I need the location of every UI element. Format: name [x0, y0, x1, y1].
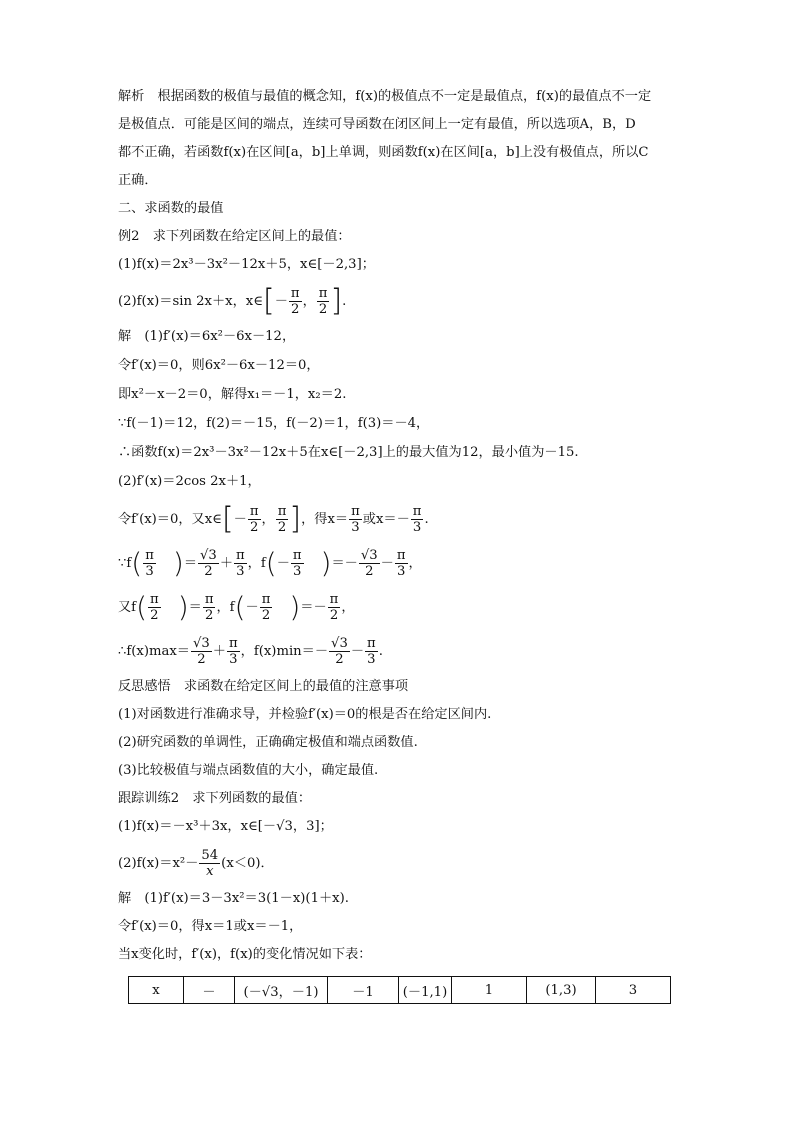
- fraction-pi-over-2: $\frac{\pi}{2}$: [277, 504, 287, 535]
- fraction-pi-over-2: $\frac{\pi}{2}$: [204, 592, 214, 623]
- reflection-item-3: (3)比较极值与端点函数值的大小，确定最值.: [118, 763, 379, 778]
- solution-line-5: ∴函数f(x)＝2x³－3x²－12x＋5在x∈[－2,3]上的最大值为12，最小值为－15.: [118, 445, 579, 460]
- exercise-solution-3: 当x变化时，f′(x)，f(x)的变化情况如下表：: [118, 947, 372, 962]
- fraction-pi-over-3: $\frac{\pi}{3}$: [396, 548, 406, 579]
- analysis-line-1: 解析 根据函数的极值与最值的概念知，f(x)的极值点不一定是最值点，f(x)的最值点不一定: [118, 89, 652, 104]
- table-cell: －: [184, 977, 235, 1004]
- right-bracket: ]: [330, 283, 343, 319]
- fraction-sqrt3-over-2: $\frac{√3}{2}$: [360, 548, 378, 579]
- right-paren: ): [289, 590, 301, 624]
- exercise-title: 跟踪训练2 求下列函数的最值：: [118, 791, 312, 806]
- fraction-pi-over-2: $\frac{\pi}{2}$: [318, 286, 328, 317]
- period: .: [342, 294, 347, 309]
- left-bracket: [: [263, 283, 275, 319]
- text-segment: ∴f(x)max＝: [118, 644, 190, 659]
- fraction-pi-over-3: $\frac{\pi}{3}$: [228, 636, 238, 667]
- text-segment: ，f: [216, 600, 235, 615]
- variation-table: [128, 976, 671, 1004]
- reflection-title: 反思感悟 求函数在给定区间上的最值的注意事项: [118, 679, 409, 694]
- solution-line-6: (2)f′(x)＝2cos 2x＋1，: [118, 474, 261, 489]
- exercise-solution-1: 解 (1)f′(x)＝3－3x²＝3(1－x)(1＋x).: [118, 891, 349, 906]
- fraction-pi-over-2: $\frac{\pi}{2}$: [261, 592, 271, 623]
- fraction-pi-over-3: $\frac{\pi}{3}$: [367, 636, 376, 667]
- exercise-part-1: (1)f(x)＝－x³＋3x，x∈[－√3，3]；: [118, 819, 333, 834]
- table-cell: (1,3): [527, 977, 596, 1004]
- critical-points-line: 令f′(x)＝0，又x∈[－ $\frac{\pi}{2}$ ， $\frac{\pi}{2}$ ]，得x＝ $\frac{\pi}{3}$ 或x＝－ $\frac{\pi}{3}$ .: [118, 501, 429, 537]
- fraction-pi-over-2: $\frac{\pi}{2}$: [150, 592, 159, 623]
- left-bracket: [: [221, 501, 234, 537]
- left-paren: (: [234, 590, 246, 624]
- conclusion-line: ∴f(x)max＝ $\frac{√3}{2}$ ＋ $\frac{\pi}{3}$ ，f(x)min＝－ $\frac{√3}{2}$ － $\frac{\pi}{3}$ .: [118, 636, 383, 667]
- text-segment: (2)f(x)＝x²－: [118, 856, 199, 871]
- minus-sign: －: [233, 512, 247, 527]
- fraction-pi-over-2: $\frac{\pi}{2}$: [290, 286, 300, 317]
- example-part-2: [118, 284, 678, 320]
- text-segment: ，f: [247, 556, 266, 571]
- comma: ，: [302, 294, 316, 309]
- right-bracket: ]: [289, 501, 302, 537]
- analysis-line-3: 都不正确，若函数f(x)在区间[a，b]上单调，则函数f(x)在区间[a，b]上没有极值点，所以C: [118, 145, 649, 160]
- left-paren: (: [265, 546, 277, 580]
- minus-sign: －: [274, 294, 288, 309]
- fraction-sqrt3-over-2: $\frac{√3}{2}$: [200, 548, 217, 579]
- solution-line-2: 令f′(x)＝0，则6x²－6x－12＝0，: [118, 358, 320, 373]
- fraction-pi-over-3: $\frac{\pi}{3}$: [412, 504, 422, 535]
- table-cell: x: [129, 977, 184, 1004]
- fraction-pi-over-3: $\frac{\pi}{3}$: [351, 504, 360, 535]
- example-title: 例2 求下列函数在给定区间上的最值：: [118, 229, 351, 244]
- fraction-pi-over-2: $\frac{\pi}{2}$: [249, 504, 259, 535]
- reflection-item-1: (1)对函数进行准确求导，并检验f′(x)＝0的根是否在给定区间内.: [118, 707, 492, 722]
- text-segment: 或x＝－: [362, 512, 410, 527]
- document-page: [118, 88, 678, 974]
- solution-line-4: ∵f(－1)＝12，f(2)＝－15，f(－2)＝1，f(3)＝－4，: [118, 416, 430, 431]
- right-paren: ): [320, 546, 332, 580]
- table-cell: －1: [328, 977, 399, 1004]
- fraction-54-over-x: $\frac{54}{x}$: [201, 848, 219, 879]
- reflection-item-2: (2)研究函数的单调性，正确确定极值和端点函数值.: [118, 735, 418, 750]
- text-segment: (x＜0)．: [221, 856, 274, 871]
- text-segment: 又f: [118, 600, 137, 615]
- example-part-2-text: (2)f(x)＝sin 2x＋x，x∈: [118, 294, 263, 309]
- fraction-pi-over-2: $\frac{\pi}{2}$: [329, 592, 339, 623]
- fraction-sqrt3-over-2: $\frac{√3}{2}$: [193, 636, 210, 667]
- right-paren: ): [172, 546, 184, 580]
- exercise-solution-2: 令f′(x)＝0，得x＝1或x＝－1，: [118, 919, 303, 934]
- fraction-pi-over-3: $\frac{\pi}{3}$: [145, 548, 154, 579]
- analysis-line-4: 正确．: [118, 173, 158, 188]
- example-part-1: (1)f(x)＝2x³－3x²－12x＋5，x∈[－2,3]；: [118, 257, 375, 272]
- text-segment: ，f(x)min＝－: [240, 644, 329, 659]
- left-paren: (: [136, 590, 148, 624]
- table-cell: (－√3，－1): [235, 977, 328, 1004]
- because-symbol: ∵f: [118, 556, 132, 571]
- solution-line-3: 即x²－x－2＝0，解得x₁＝－1，x₂＝2.: [118, 387, 347, 402]
- table-cell: 3: [596, 977, 671, 1004]
- solution-line-1: 解 (1)f′(x)＝6x²－6x－12，: [118, 329, 296, 344]
- table-cell: 1: [452, 977, 527, 1004]
- fraction-sqrt3-over-2: $\frac{√3}{2}$: [331, 636, 348, 667]
- table-cell: (－1,1): [399, 977, 452, 1004]
- analysis-line-2: 是极值点．可能是区间的端点，连续可导函数在闭区间上一定有最值，所以选项A，B，D: [118, 117, 636, 132]
- text-segment: 令f′(x)＝0，又x∈: [118, 512, 222, 527]
- fraction-pi-over-3: $\frac{\pi}{3}$: [236, 548, 245, 579]
- values-line: ∵f( $\frac{\pi}{3}$ )＝ $\frac{√3}{2}$ ＋ $\frac{\pi}{3}$ ，f(－ $\frac{\pi}{3}$ )＝－ $\frac{√3}{2}$ － $\frac{\pi}{3}$ ，: [118, 546, 422, 580]
- right-paren: ): [177, 590, 189, 624]
- section-heading: 二、求函数的最值: [118, 201, 224, 216]
- exercise-part-2: [118, 846, 678, 882]
- table-row: [129, 977, 671, 1004]
- values-line-2: 又f( $\frac{\pi}{2}$ )＝ $\frac{\pi}{2}$ ，f(－ $\frac{\pi}{2}$ )＝－ $\frac{\pi}{2}$ ，: [118, 590, 355, 624]
- left-paren: (: [131, 546, 143, 580]
- fraction-pi-over-3: $\frac{\pi}{3}$: [292, 548, 302, 579]
- text-segment: ，得x＝: [301, 512, 349, 527]
